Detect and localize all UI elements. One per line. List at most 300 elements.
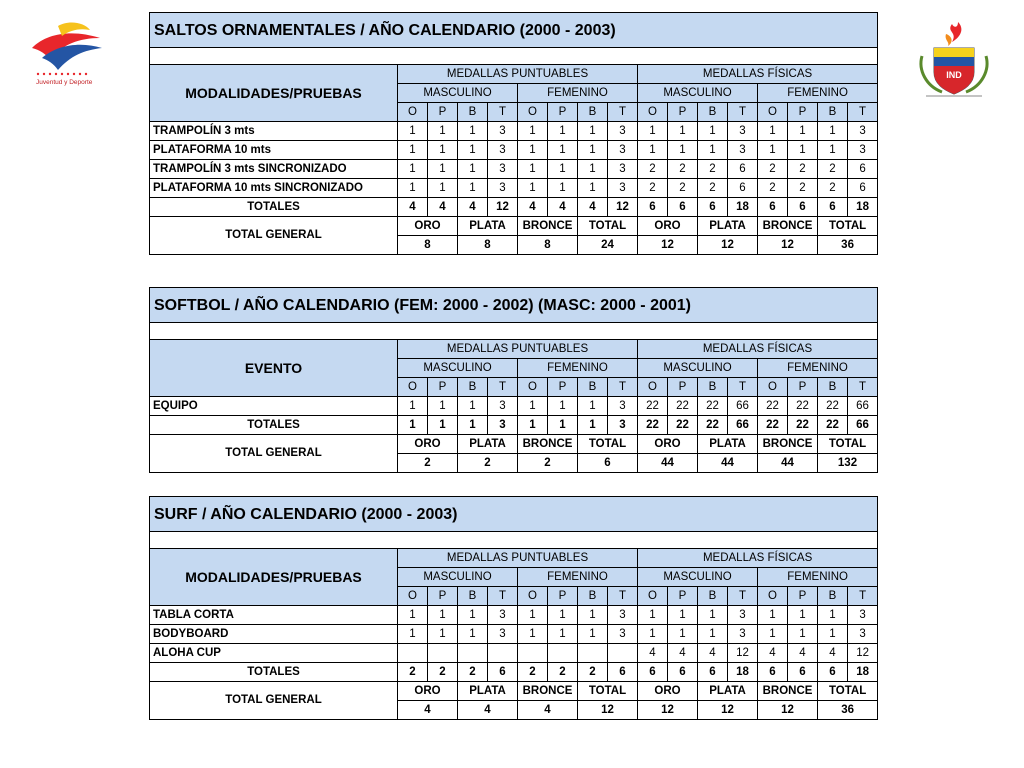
total-general-labels-row (150, 435, 878, 454)
value-cell: 1 (548, 625, 578, 644)
value-cell: 2 (698, 179, 728, 198)
summary-value: 44 (698, 454, 758, 473)
summary-label: BRONCE (518, 435, 578, 454)
header-medal-col: P (428, 103, 458, 122)
total-cell: 3 (608, 416, 638, 435)
value-cell (458, 644, 488, 663)
summary-label: TOTAL (578, 682, 638, 701)
value-cell: 22 (758, 397, 788, 416)
title-row (150, 288, 878, 323)
header-masculino: MASCULINO (398, 359, 518, 378)
value-cell: 1 (518, 160, 548, 179)
value-cell: 22 (668, 397, 698, 416)
header-medal-col: B (818, 587, 848, 606)
value-cell: 22 (638, 397, 668, 416)
value-cell: 2 (758, 179, 788, 198)
header-medal-col: O (398, 587, 428, 606)
header-medal-col: B (578, 103, 608, 122)
totals-row (150, 198, 878, 217)
value-cell: 3 (488, 179, 518, 198)
header-medal-col: P (548, 378, 578, 397)
value-cell: 2 (638, 160, 668, 179)
row-label: EQUIPO (150, 397, 398, 416)
flame-ribbon-logo-icon (28, 18, 108, 88)
spacer-row (150, 532, 878, 549)
value-cell (518, 644, 548, 663)
total-cell: 22 (638, 416, 668, 435)
total-cell: 6 (608, 663, 638, 682)
softbol-section (149, 287, 877, 473)
value-cell: 1 (428, 625, 458, 644)
value-cell: 1 (668, 606, 698, 625)
summary-value: 36 (818, 701, 878, 720)
value-cell: 1 (398, 141, 428, 160)
total-cell: 22 (818, 416, 848, 435)
value-cell (608, 644, 638, 663)
value-cell: 2 (668, 160, 698, 179)
total-cell: 2 (548, 663, 578, 682)
header-medal-col: T (488, 378, 518, 397)
value-cell: 1 (398, 179, 428, 198)
total-cell: 6 (758, 663, 788, 682)
value-cell: 1 (668, 122, 698, 141)
table-row (150, 606, 878, 625)
value-cell: 6 (728, 179, 758, 198)
value-cell: 4 (698, 644, 728, 663)
total-cell: 6 (638, 663, 668, 682)
header-row-medal-type (150, 65, 878, 84)
value-cell: 1 (428, 122, 458, 141)
header-femenino: FEMENINO (758, 359, 878, 378)
section-title: SURF / AÑO CALENDARIO (2000 - 2003) (150, 497, 878, 532)
softbol-table (149, 287, 878, 473)
table-row (150, 625, 878, 644)
value-cell: 1 (668, 141, 698, 160)
value-cell: 2 (698, 160, 728, 179)
table-row (150, 644, 878, 663)
total-cell: 2 (458, 663, 488, 682)
summary-value: 12 (758, 701, 818, 720)
value-cell: 3 (488, 606, 518, 625)
value-cell: 1 (578, 625, 608, 644)
value-cell: 2 (668, 179, 698, 198)
value-cell: 3 (728, 625, 758, 644)
value-cell: 4 (668, 644, 698, 663)
value-cell: 1 (788, 141, 818, 160)
value-cell: 1 (518, 122, 548, 141)
value-cell: 1 (788, 625, 818, 644)
saltos-ornamentales-section (149, 12, 877, 255)
value-cell: 1 (428, 160, 458, 179)
value-cell: 22 (818, 397, 848, 416)
value-cell: 2 (818, 179, 848, 198)
header-medallas-fisicas: MEDALLAS FÍSICAS (638, 65, 878, 84)
total-cell: 2 (578, 663, 608, 682)
value-cell: 3 (488, 625, 518, 644)
summary-label: ORO (638, 435, 698, 454)
value-cell: 1 (578, 141, 608, 160)
total-cell: 1 (548, 416, 578, 435)
header-medal-col: O (758, 103, 788, 122)
header-medal-col: O (518, 378, 548, 397)
table-row (150, 397, 878, 416)
value-cell: 6 (848, 160, 878, 179)
spacer-cell (150, 532, 878, 549)
value-cell: 1 (818, 625, 848, 644)
header-medal-col: B (698, 587, 728, 606)
value-cell: 1 (668, 625, 698, 644)
summary-label: TOTAL (818, 435, 878, 454)
value-cell: 1 (398, 606, 428, 625)
value-cell: 1 (578, 122, 608, 141)
total-cell: 22 (758, 416, 788, 435)
header-femenino: FEMENINO (518, 568, 638, 587)
value-cell: 1 (698, 606, 728, 625)
value-cell: 1 (788, 122, 818, 141)
header-masculino: MASCULINO (638, 359, 758, 378)
value-cell: 1 (518, 625, 548, 644)
header-medal-col: P (668, 103, 698, 122)
total-cell: 6 (758, 198, 788, 217)
section-title: SOFTBOL / AÑO CALENDARIO (FEM: 2000 - 2002) (MASC: 2000 - 2001) (150, 288, 878, 323)
value-cell: 1 (818, 606, 848, 625)
value-cell: 66 (848, 397, 878, 416)
header-medal-col: P (668, 378, 698, 397)
value-cell: 22 (788, 397, 818, 416)
value-cell: 1 (638, 606, 668, 625)
summary-label: PLATA (698, 217, 758, 236)
value-cell: 1 (398, 625, 428, 644)
value-cell: 1 (518, 179, 548, 198)
header-medal-col: P (428, 378, 458, 397)
header-medal-col: T (848, 103, 878, 122)
row-label: PLATAFORMA 10 mts (150, 141, 398, 160)
total-general-labels-row (150, 217, 878, 236)
total-cell: 18 (848, 198, 878, 217)
total-cell: 12 (488, 198, 518, 217)
header-medal-col: O (638, 103, 668, 122)
value-cell: 1 (398, 160, 428, 179)
value-cell: 3 (608, 625, 638, 644)
value-cell: 1 (458, 160, 488, 179)
value-cell: 1 (428, 606, 458, 625)
total-cell: 6 (488, 663, 518, 682)
value-cell: 4 (758, 644, 788, 663)
summary-label: PLATA (698, 435, 758, 454)
value-cell: 1 (758, 625, 788, 644)
value-cell: 3 (608, 141, 638, 160)
value-cell: 3 (608, 606, 638, 625)
summary-value: 44 (758, 454, 818, 473)
value-cell: 1 (818, 122, 848, 141)
summary-value: 2 (398, 454, 458, 473)
value-cell: 1 (458, 397, 488, 416)
value-cell: 1 (788, 606, 818, 625)
total-cell: 6 (818, 663, 848, 682)
summary-value: 44 (638, 454, 698, 473)
header-medal-col: T (608, 378, 638, 397)
summary-label: ORO (638, 217, 698, 236)
totals-row (150, 416, 878, 435)
header-medal-col: B (698, 103, 728, 122)
header-medal-col: T (728, 378, 758, 397)
header-medallas-fisicas: MEDALLAS FÍSICAS (638, 340, 878, 359)
header-medal-col: P (788, 378, 818, 397)
row-label: ALOHA CUP (150, 644, 398, 663)
table-row (150, 160, 878, 179)
header-medal-col: B (578, 378, 608, 397)
total-cell: 1 (458, 416, 488, 435)
header-medal-col: P (788, 587, 818, 606)
value-cell: 1 (638, 625, 668, 644)
value-cell: 3 (728, 606, 758, 625)
total-cell: 18 (848, 663, 878, 682)
total-general-label: TOTAL GENERAL (150, 435, 398, 473)
total-cell: 6 (788, 663, 818, 682)
header-medallas-puntuables: MEDALLAS PUNTUABLES (398, 549, 638, 568)
summary-label: BRONCE (758, 435, 818, 454)
category-header: EVENTO (150, 340, 398, 397)
total-general-labels-row (150, 682, 878, 701)
value-cell: 6 (728, 160, 758, 179)
header-row-medal-type (150, 549, 878, 568)
table-row (150, 122, 878, 141)
value-cell: 1 (548, 397, 578, 416)
value-cell: 3 (728, 141, 758, 160)
header-medal-col: B (458, 587, 488, 606)
value-cell: 2 (788, 179, 818, 198)
total-cell: 22 (668, 416, 698, 435)
summary-value: 12 (638, 236, 698, 255)
header-row-medal-type (150, 340, 878, 359)
value-cell: 1 (458, 179, 488, 198)
ind-shield-crest-icon (912, 20, 996, 102)
value-cell: 2 (638, 179, 668, 198)
total-cell: 66 (848, 416, 878, 435)
value-cell: 3 (848, 141, 878, 160)
header-medal-col: O (518, 587, 548, 606)
total-cell: 1 (518, 416, 548, 435)
value-cell: 12 (728, 644, 758, 663)
value-cell: 1 (458, 141, 488, 160)
category-header: MODALIDADES/PRUEBAS (150, 549, 398, 606)
value-cell (488, 644, 518, 663)
value-cell: 3 (488, 397, 518, 416)
summary-label: PLATA (458, 217, 518, 236)
value-cell: 1 (698, 122, 728, 141)
value-cell: 1 (818, 141, 848, 160)
spacer-row (150, 323, 878, 340)
summary-value: 12 (698, 701, 758, 720)
logo-left-text: Juventud y Deporte (36, 79, 93, 86)
value-cell: 1 (758, 606, 788, 625)
value-cell: 3 (608, 160, 638, 179)
value-cell: 3 (608, 122, 638, 141)
value-cell: 1 (548, 122, 578, 141)
total-cell: 4 (548, 198, 578, 217)
total-cell: 6 (668, 198, 698, 217)
summary-label: BRONCE (758, 682, 818, 701)
value-cell: 2 (818, 160, 848, 179)
summary-value: 4 (518, 701, 578, 720)
header-medal-col: O (758, 378, 788, 397)
surf-section (149, 496, 877, 720)
value-cell: 1 (578, 606, 608, 625)
ind-crest-logo (912, 20, 996, 102)
header-masculino: MASCULINO (638, 568, 758, 587)
total-cell: 6 (788, 198, 818, 217)
value-cell: 1 (458, 122, 488, 141)
spacer-cell (150, 323, 878, 340)
summary-label: PLATA (458, 435, 518, 454)
logo-right-text: IND (946, 70, 962, 80)
summary-value: 4 (458, 701, 518, 720)
value-cell: 1 (428, 397, 458, 416)
total-cell: 18 (728, 663, 758, 682)
total-cell: 12 (608, 198, 638, 217)
table-row (150, 141, 878, 160)
header-medal-col: T (848, 378, 878, 397)
value-cell: 22 (698, 397, 728, 416)
summary-value: 2 (458, 454, 518, 473)
header-masculino: MASCULINO (638, 84, 758, 103)
total-cell: 2 (428, 663, 458, 682)
value-cell: 1 (548, 179, 578, 198)
row-label: TABLA CORTA (150, 606, 398, 625)
table-row (150, 179, 878, 198)
total-cell: 1 (398, 416, 428, 435)
value-cell: 6 (848, 179, 878, 198)
value-cell: 3 (848, 606, 878, 625)
value-cell: 4 (818, 644, 848, 663)
value-cell: 3 (488, 160, 518, 179)
summary-value: 4 (398, 701, 458, 720)
total-cell: 1 (428, 416, 458, 435)
row-label: PLATAFORMA 10 mts SINCRONIZADO (150, 179, 398, 198)
summary-value: 12 (638, 701, 698, 720)
value-cell: 1 (548, 141, 578, 160)
header-medal-col: O (518, 103, 548, 122)
total-cell: 4 (458, 198, 488, 217)
totals-row (150, 663, 878, 682)
header-medal-col: P (548, 103, 578, 122)
value-cell: 1 (518, 141, 548, 160)
spacer-row (150, 48, 878, 65)
header-masculino: MASCULINO (398, 568, 518, 587)
value-cell: 2 (788, 160, 818, 179)
summary-label: BRONCE (758, 217, 818, 236)
summary-value: 12 (578, 701, 638, 720)
category-header: MODALIDADES/PRUEBAS (150, 65, 398, 122)
header-medal-col: B (458, 378, 488, 397)
value-cell (428, 644, 458, 663)
value-cell: 1 (578, 179, 608, 198)
total-cell: 6 (668, 663, 698, 682)
summary-label: TOTAL (818, 682, 878, 701)
header-medal-col: P (668, 587, 698, 606)
total-general-label: TOTAL GENERAL (150, 682, 398, 720)
header-medallas-puntuables: MEDALLAS PUNTUABLES (398, 340, 638, 359)
total-cell: 4 (428, 198, 458, 217)
header-medal-col: P (428, 587, 458, 606)
value-cell: 3 (848, 122, 878, 141)
value-cell: 1 (428, 141, 458, 160)
summary-label: TOTAL (578, 217, 638, 236)
value-cell: 4 (638, 644, 668, 663)
summary-value: 8 (398, 236, 458, 255)
summary-label: TOTAL (818, 217, 878, 236)
value-cell: 3 (728, 122, 758, 141)
row-label: BODYBOARD (150, 625, 398, 644)
spacer-cell (150, 48, 878, 65)
value-cell: 1 (458, 606, 488, 625)
total-cell: 2 (518, 663, 548, 682)
header-medal-col: O (638, 378, 668, 397)
value-cell: 2 (758, 160, 788, 179)
total-cell: 22 (698, 416, 728, 435)
total-cell: 4 (398, 198, 428, 217)
header-masculino: MASCULINO (398, 84, 518, 103)
summary-label: TOTAL (578, 435, 638, 454)
value-cell: 1 (578, 160, 608, 179)
value-cell: 12 (848, 644, 878, 663)
header-femenino: FEMENINO (518, 359, 638, 378)
value-cell: 1 (398, 397, 428, 416)
header-medal-col: T (848, 587, 878, 606)
value-cell: 3 (488, 141, 518, 160)
header-femenino: FEMENINO (518, 84, 638, 103)
header-medal-col: B (458, 103, 488, 122)
total-cell: 18 (728, 198, 758, 217)
total-general-label: TOTAL GENERAL (150, 217, 398, 255)
header-medal-col: O (638, 587, 668, 606)
total-cell: 3 (488, 416, 518, 435)
summary-label: PLATA (458, 682, 518, 701)
total-cell: 4 (578, 198, 608, 217)
summary-label: ORO (638, 682, 698, 701)
value-cell: 1 (758, 141, 788, 160)
summary-value: 12 (758, 236, 818, 255)
total-cell: 4 (518, 198, 548, 217)
header-medal-col: B (818, 378, 848, 397)
header-medal-col: P (788, 103, 818, 122)
header-femenino: FEMENINO (758, 84, 878, 103)
header-medal-col: O (398, 378, 428, 397)
header-medal-col: T (728, 103, 758, 122)
summary-label: ORO (398, 682, 458, 701)
total-cell: 6 (698, 198, 728, 217)
total-cell: 2 (398, 663, 428, 682)
value-cell: 1 (458, 625, 488, 644)
header-medal-col: T (488, 587, 518, 606)
value-cell: 1 (428, 179, 458, 198)
title-row (150, 13, 878, 48)
total-cell: 6 (638, 198, 668, 217)
summary-label: PLATA (698, 682, 758, 701)
value-cell: 1 (518, 606, 548, 625)
summary-value: 2 (518, 454, 578, 473)
header-medal-col: O (398, 103, 428, 122)
row-label: TRAMPOLÍN 3 mts SINCRONIZADO (150, 160, 398, 179)
summary-value: 12 (698, 236, 758, 255)
header-femenino: FEMENINO (758, 568, 878, 587)
header-medal-col: T (728, 587, 758, 606)
summary-value: 8 (518, 236, 578, 255)
total-cell: 1 (578, 416, 608, 435)
total-cell: 66 (728, 416, 758, 435)
summary-value: 132 (818, 454, 878, 473)
value-cell: 1 (548, 606, 578, 625)
